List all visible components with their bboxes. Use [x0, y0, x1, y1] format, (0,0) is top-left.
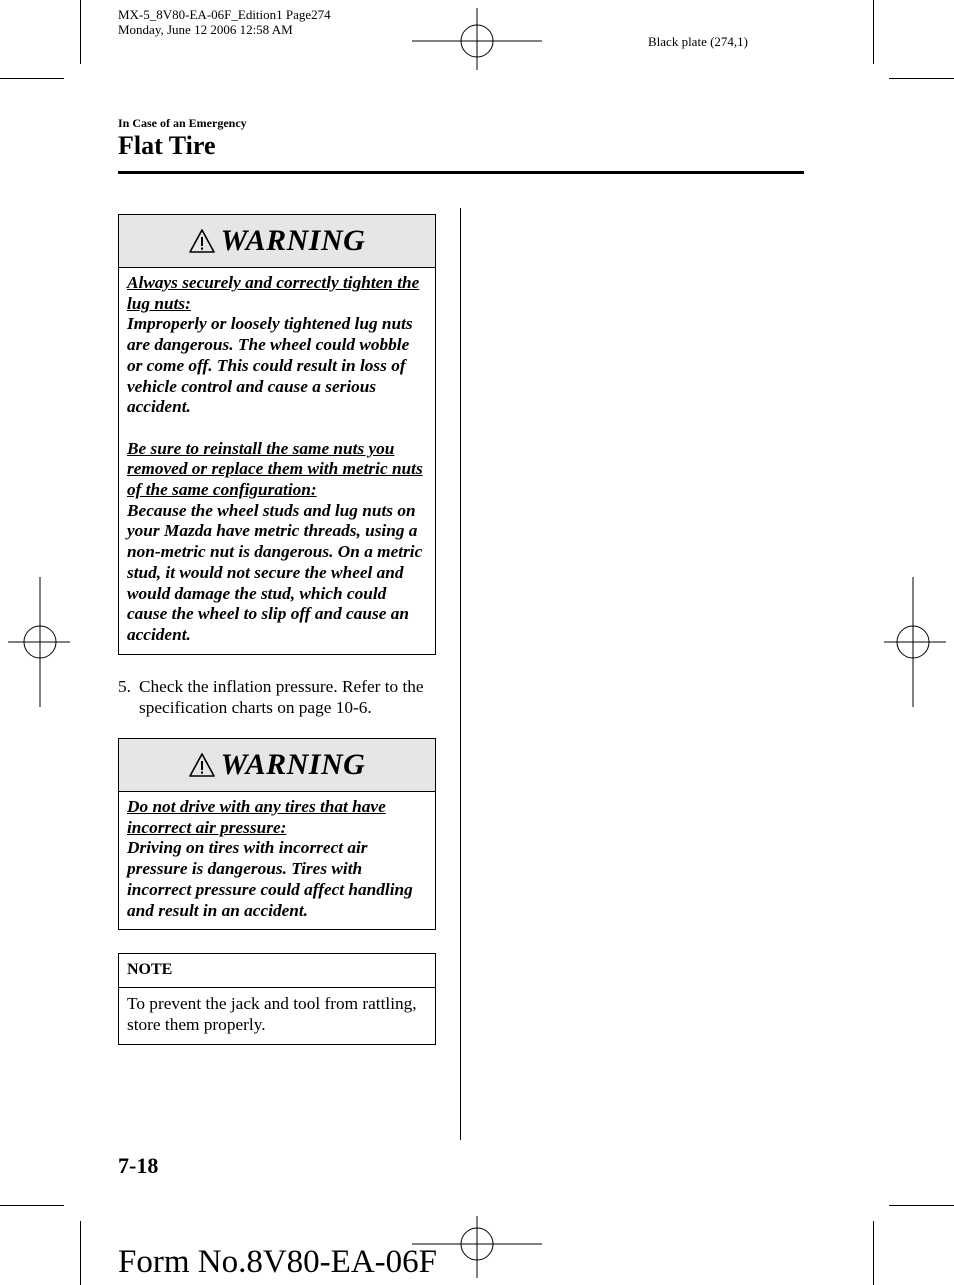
- step-text: Check the inflation pressure. Refer to the specification charts on page 10-6.: [139, 677, 424, 717]
- note-box: [118, 953, 436, 1045]
- warning-lead: Be sure to reinstall the same nuts you removed or replace them with metric nuts of the same configuration:: [127, 438, 423, 500]
- note-text: To prevent the jack and tool from rattling, store them properly.: [127, 994, 417, 1034]
- registration-mark-top: [412, 8, 542, 70]
- warning-title: WARNING: [220, 224, 366, 257]
- note-title: NOTE: [119, 954, 435, 988]
- warning-body: [119, 792, 435, 929]
- step-number: 5.: [118, 677, 131, 696]
- warning-box-tire-pressure: [118, 738, 436, 930]
- warning-header: [119, 215, 435, 268]
- warning-text: Driving on tires with incorrect air pressure is dangerous. Tires with incorrect pressure could affect handling and result in an accident.: [127, 838, 413, 920]
- warning-text: Because the wheel studs and lug nuts on your Mazda have metric threads, using a non-metric nut is dangerous. On a metric stud, it would not secure the wheel and would damage the stud, which could cause the wheel to slip off and cause an accident.: [127, 500, 423, 644]
- warning-lead: Do not drive with any tires that have incorrect air pressure:: [127, 797, 386, 837]
- plate-label: Black plate (274,1): [648, 34, 748, 49]
- print-file-line: MX-5_8V80-EA-06F_Edition1 Page274: [118, 7, 331, 22]
- section-label: In Case of an Emergency: [118, 116, 247, 130]
- warning-body: [119, 268, 435, 654]
- print-metadata: [118, 7, 331, 37]
- page-title: Flat Tire: [118, 131, 216, 160]
- warning-header: [119, 739, 435, 792]
- column-divider: [460, 208, 461, 1140]
- form-number: Form No.8V80-EA-06F: [118, 1244, 437, 1280]
- warning-box-lug-nuts: [118, 214, 436, 655]
- registration-mark-right: [884, 577, 946, 707]
- registration-mark-left: [8, 577, 70, 707]
- title-rule: [118, 171, 804, 174]
- print-date-line: Monday, June 12 2006 12:58 AM: [118, 22, 293, 37]
- warning-title: WARNING: [220, 748, 366, 781]
- warning-text: Improperly or loosely tightened lug nuts are dangerous. The wheel could wobble or come off. This could result in loss of vehicle control and cause a serious accident.: [127, 314, 413, 417]
- warning-triangle-icon: [189, 228, 215, 254]
- page-number: 7-18: [118, 1153, 159, 1178]
- warning-triangle-icon: [189, 752, 215, 778]
- warning-lead: Always securely and correctly tighten the lug nuts:: [127, 273, 420, 313]
